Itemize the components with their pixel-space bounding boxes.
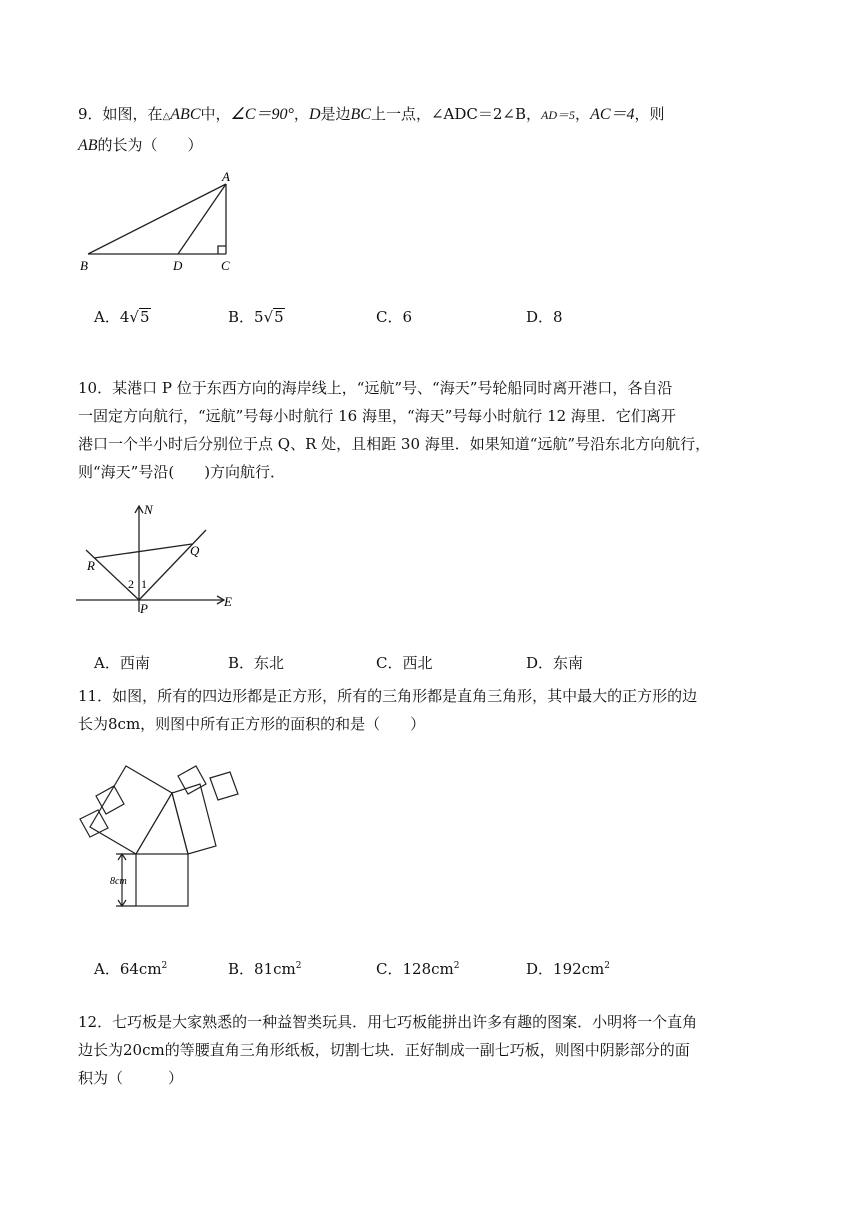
label-q: Q (190, 543, 200, 558)
label-p: P (140, 601, 148, 616)
question-12 (78, 1008, 784, 1092)
option-b[interactable]: B．东北 (228, 654, 285, 672)
question-10 (78, 374, 784, 486)
label-c: C (221, 258, 230, 273)
label-1: 1 (141, 577, 147, 591)
option-a[interactable]: A．西南 (94, 654, 150, 672)
option-b[interactable]: B．$81cm^2$ (228, 960, 302, 978)
question-12-line-2: 边长为20cm的等腰直角三角形纸板，切割七块．正好制成一副七巧板，则图中阴影部分的面 (78, 1041, 690, 1059)
question-11 (78, 682, 784, 738)
label-e: E (224, 594, 232, 609)
label-r: R (87, 558, 95, 573)
option-d[interactable]: D．8 (526, 308, 563, 326)
option-c[interactable]: C．西北 (376, 654, 433, 672)
option-a[interactable]: A．$64cm^2$ (94, 960, 168, 978)
question-10-line-4: 则“海天”号沿( )方向航行． (78, 463, 286, 481)
q10-options (94, 652, 754, 676)
dimension-label: 8cm (110, 876, 127, 887)
label-b: B (80, 258, 88, 273)
option-d[interactable]: D．$192cm^2$ (526, 960, 611, 978)
q9-options (94, 306, 754, 330)
question-10-line-3: 港口一个半小时后分别位于点 Q、R 处，且相距 30 海里．如果知道“远航”号沿东北方向航行， (78, 435, 711, 453)
q11-squares-figure (78, 758, 250, 910)
option-c[interactable]: C．$128cm^2$ (376, 960, 460, 978)
q9-triangle-figure (76, 166, 246, 276)
option-c[interactable]: C．6 (376, 308, 413, 326)
q11-options (94, 958, 754, 982)
label-a: A (222, 169, 230, 184)
question-11-line-2: 长为8cm，则图中所有正方形的面积的和是（ ） (78, 715, 426, 733)
question-9 (78, 100, 784, 160)
question-10-line-1: 10．某港口 P 位于东西方向的海岸线上，“远航”号、“海天”号轮船同时离开港口，各自沿 (78, 379, 673, 397)
q10-navigation-figure (74, 500, 244, 618)
option-a[interactable]: A．4√5 (94, 308, 150, 326)
question-10-line-2: 一固定方向航行，“远航”号每小时航行 16 海里，“海天”号每小时航行 12 海里．它们离开 (78, 407, 676, 425)
question-12-line-1: 12．七巧板是大家熟悉的一种益智类玩具．用七巧板能拼出许多有趣的图案．小明将一个直角 (78, 1013, 698, 1031)
label-2: 2 (128, 577, 134, 591)
question-9-text: 9．如图，在△ABC中，∠C＝90°，D是边BC上一点，∠ADC＝2∠B，AD＝5，AC＝4，则 AB的长为（ ） (78, 105, 665, 154)
label-n: N (144, 502, 153, 517)
question-12-line-3: 积为（ ） (78, 1069, 184, 1087)
question-11-line-1: 11．如图，所有的四边形都是正方形，所有的三角形都是直角三角形，其中最大的正方形的边 (78, 687, 698, 705)
option-b[interactable]: B．5√5 (228, 308, 284, 326)
label-d: D (173, 258, 183, 273)
option-d[interactable]: D．东南 (526, 654, 584, 672)
